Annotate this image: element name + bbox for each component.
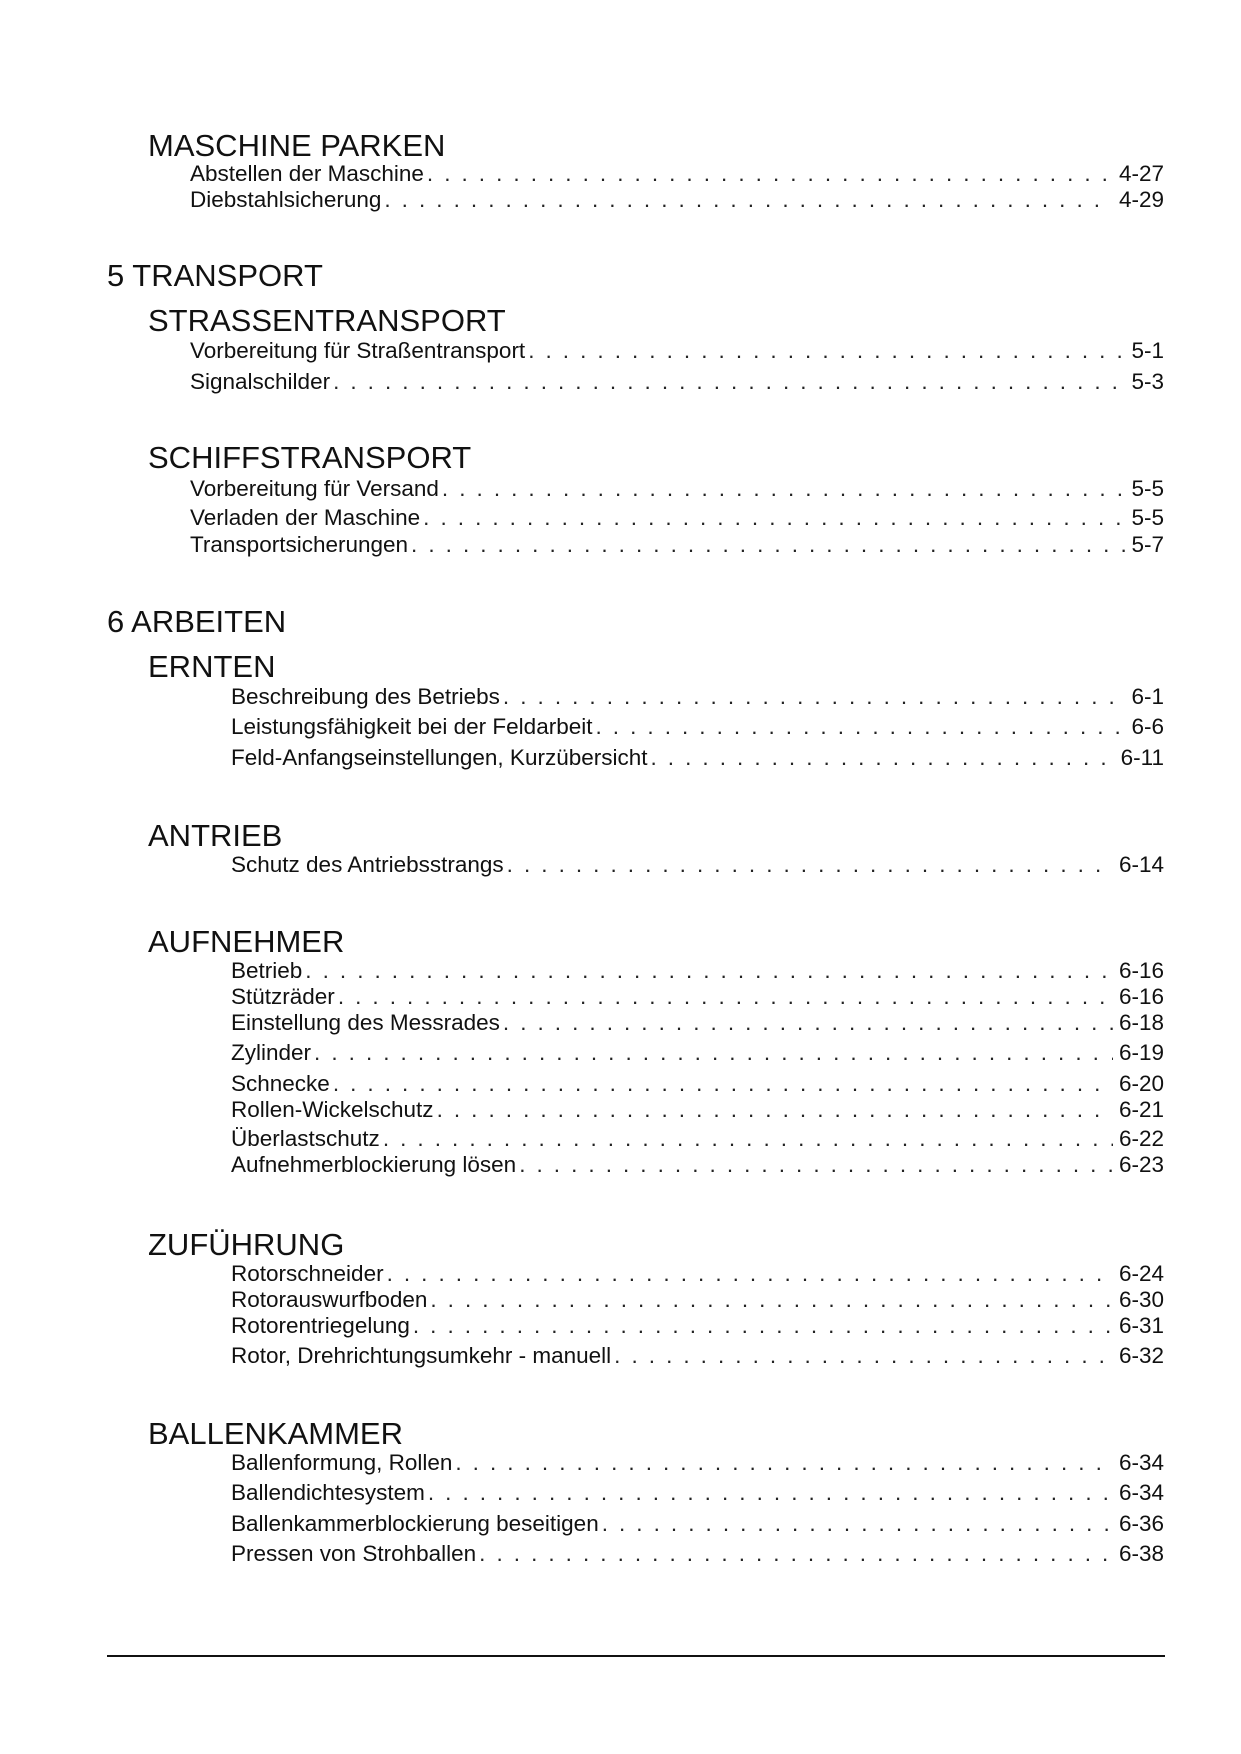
toc-entry-messrad[interactable] — [231, 1010, 1164, 1036]
toc-entry-abstellen[interactable] — [190, 161, 1164, 187]
toc-entry-title: Schnecke — [231, 1071, 330, 1096]
dot-leader — [413, 1313, 1113, 1339]
toc-entry-title: Diebstahlsicherung — [190, 187, 382, 212]
dot-leader — [437, 1097, 1113, 1123]
toc-entry-ballenformung[interactable] — [231, 1450, 1164, 1476]
toc-entry-page: 4-29 — [1118, 187, 1164, 212]
toc-entry-title: Einstellung des Messrades — [231, 1010, 500, 1035]
dot-leader — [595, 714, 1125, 740]
toc-entry-ballenkammerblockierung[interactable] — [231, 1511, 1164, 1537]
toc-entry-title: Rotorschneider — [231, 1261, 384, 1286]
toc-entry-title: Rollen-Wickelschutz — [231, 1097, 434, 1122]
toc-entry-page: 6-1 — [1131, 684, 1164, 709]
toc-entry-title: Abstellen der Maschine — [190, 161, 424, 186]
toc-entry-title: Vorbereitung für Straßentransport — [190, 338, 526, 363]
toc-entry-title: Transportsicherungen — [190, 532, 409, 557]
toc-entry-feld-anfangseinstellungen[interactable] — [231, 745, 1164, 771]
toc-entry-page: 6-20 — [1118, 1071, 1164, 1096]
toc-entry-title: Zylinder — [231, 1040, 312, 1065]
toc-entry-page: 6-22 — [1118, 1126, 1164, 1151]
toc-entry-zylinder[interactable] — [231, 1040, 1164, 1066]
toc-entry-page: 6-31 — [1118, 1313, 1164, 1338]
toc-entry-page: 6-21 — [1118, 1097, 1164, 1122]
footer-divider — [107, 1655, 1165, 1657]
dot-leader — [503, 1010, 1113, 1036]
toc-entry-title: Beschreibung des Betriebs — [231, 684, 500, 709]
toc-entry-vorbereitung-strasse[interactable] — [190, 338, 1164, 364]
dot-leader — [333, 369, 1125, 395]
toc-entry-page: 6-6 — [1131, 714, 1164, 739]
toc-entry-betrieb[interactable] — [231, 958, 1164, 984]
toc-entry-page: 6-16 — [1118, 984, 1164, 1009]
dot-leader — [430, 1287, 1113, 1313]
section-heading-ballenkammer: BALLENKAMMER — [148, 1416, 403, 1451]
toc-entry-title: Stützräder — [231, 984, 335, 1009]
toc-entry-rollen-wickelschutz[interactable] — [231, 1097, 1164, 1123]
toc-entry-page: 6-34 — [1118, 1480, 1164, 1505]
dot-leader — [614, 1343, 1113, 1369]
chapter-heading-arbeiten: 6 ARBEITEN — [107, 604, 287, 639]
toc-entry-beschreibung[interactable] — [231, 684, 1164, 710]
dot-leader — [411, 532, 1125, 558]
toc-entry-rotorauswurfboden[interactable] — [231, 1287, 1164, 1313]
toc-entry-title: Signalschilder — [190, 369, 331, 394]
toc-entry-page: 6-24 — [1118, 1261, 1164, 1286]
toc-entry-title: Überlastschutz — [231, 1126, 380, 1151]
toc-entry-schnecke[interactable] — [231, 1071, 1164, 1097]
toc-entry-stuetzraeder[interactable] — [231, 984, 1164, 1010]
dot-leader — [528, 338, 1125, 364]
section-heading-zufuehrung: ZUFÜHRUNG — [148, 1227, 345, 1262]
section-heading-maschine-parken: MASCHINE PARKEN — [148, 128, 446, 163]
section-heading-ernten: ERNTEN — [148, 649, 276, 684]
toc-entry-title: Vorbereitung für Versand — [190, 476, 439, 501]
toc-entry-title: Leistungsfähigkeit bei der Feldarbeit — [231, 714, 593, 739]
toc-entry-title: Feld-Anfangseinstellungen, Kurzübersicht — [231, 745, 648, 770]
toc-entry-transportsicherungen[interactable] — [190, 532, 1164, 558]
toc-entry-ueberlastschutz[interactable] — [231, 1126, 1164, 1152]
toc-entry-page: 6-16 — [1118, 958, 1164, 983]
dot-leader — [333, 1071, 1113, 1097]
section-heading-schiffstransport: SCHIFFSTRANSPORT — [148, 440, 472, 475]
toc-entry-title: Ballenformung, Rollen — [231, 1450, 453, 1475]
section-heading-aufnehmer: AUFNEHMER — [148, 924, 345, 959]
dot-leader — [338, 984, 1113, 1010]
toc-entry-rotor-drehrichtungsumkehr[interactable] — [231, 1343, 1164, 1369]
toc-entry-title: Pressen von Strohballen — [231, 1541, 477, 1566]
dot-leader — [651, 745, 1115, 771]
dot-leader — [503, 684, 1126, 710]
toc-entry-page: 6-38 — [1118, 1541, 1164, 1566]
dot-leader — [602, 1511, 1113, 1537]
toc-entry-page: 6-14 — [1118, 852, 1164, 877]
toc-entry-page: 4-27 — [1118, 161, 1164, 186]
toc-entry-page: 6-19 — [1118, 1040, 1164, 1065]
dot-leader — [427, 161, 1113, 187]
toc-entry-signalschilder[interactable] — [190, 369, 1164, 395]
section-heading-antrieb: ANTRIEB — [148, 818, 283, 853]
toc-entry-leistungsfaehigkeit[interactable] — [231, 714, 1164, 740]
toc-entry-title: Verladen der Maschine — [190, 505, 421, 530]
toc-entry-page: 6-34 — [1118, 1450, 1164, 1475]
dot-leader — [305, 958, 1113, 984]
toc-entry-page: 5-3 — [1131, 369, 1164, 394]
toc-entry-rotorschneider[interactable] — [231, 1261, 1164, 1287]
toc-entry-title: Rotorentriegelung — [231, 1313, 410, 1338]
toc-entry-aufnehmerblockierung[interactable] — [231, 1152, 1164, 1178]
toc-entry-title: Ballenkammerblockierung beseitigen — [231, 1511, 599, 1536]
dot-leader — [428, 1480, 1113, 1506]
section-heading-strassentransport: STRASSENTRANSPORT — [148, 303, 506, 338]
dot-leader — [383, 1126, 1113, 1152]
toc-entry-page: 6-11 — [1120, 745, 1164, 770]
chapter-heading-transport: 5 TRANSPORT — [107, 258, 323, 293]
toc-entry-page: 6-18 — [1118, 1010, 1164, 1035]
toc-entry-ballendichtesystem[interactable] — [231, 1480, 1164, 1506]
toc-entry-vorbereitung-versand[interactable] — [190, 476, 1164, 502]
toc-entry-diebstahlsicherung[interactable] — [190, 187, 1164, 213]
toc-entry-page: 6-23 — [1118, 1152, 1164, 1177]
dot-leader — [442, 476, 1126, 502]
toc-entry-verladen[interactable] — [190, 505, 1164, 531]
dot-leader — [519, 1152, 1113, 1178]
toc-entry-schutz-antriebsstrang[interactable] — [231, 852, 1164, 878]
dot-leader — [387, 1261, 1113, 1287]
dot-leader — [455, 1450, 1113, 1476]
toc-entry-strohballen[interactable] — [231, 1541, 1164, 1567]
dot-leader — [314, 1040, 1113, 1066]
toc-entry-page: 6-30 — [1118, 1287, 1164, 1312]
toc-entry-rotorentriegelung[interactable] — [231, 1313, 1164, 1339]
dot-leader — [423, 505, 1125, 531]
toc-entry-title: Schutz des Antriebsstrangs — [231, 852, 504, 877]
dot-leader — [384, 187, 1113, 213]
toc-entry-page: 5-1 — [1131, 338, 1164, 363]
toc-entry-page: 5-5 — [1131, 505, 1164, 530]
toc-entry-title: Ballendichtesystem — [231, 1480, 425, 1505]
dot-leader — [507, 852, 1113, 878]
toc-entry-title: Betrieb — [231, 958, 303, 983]
toc-entry-page: 5-5 — [1131, 476, 1164, 501]
toc-entry-title: Aufnehmerblockierung lösen — [231, 1152, 517, 1177]
toc-entry-page: 5-7 — [1131, 532, 1164, 557]
toc-entry-page: 6-36 — [1118, 1511, 1164, 1536]
toc-entry-page: 6-32 — [1118, 1343, 1164, 1368]
toc-entry-title: Rotor, Drehrichtungsumkehr - manuell — [231, 1343, 612, 1368]
dot-leader — [479, 1541, 1113, 1567]
toc-entry-title: Rotorauswurfboden — [231, 1287, 428, 1312]
